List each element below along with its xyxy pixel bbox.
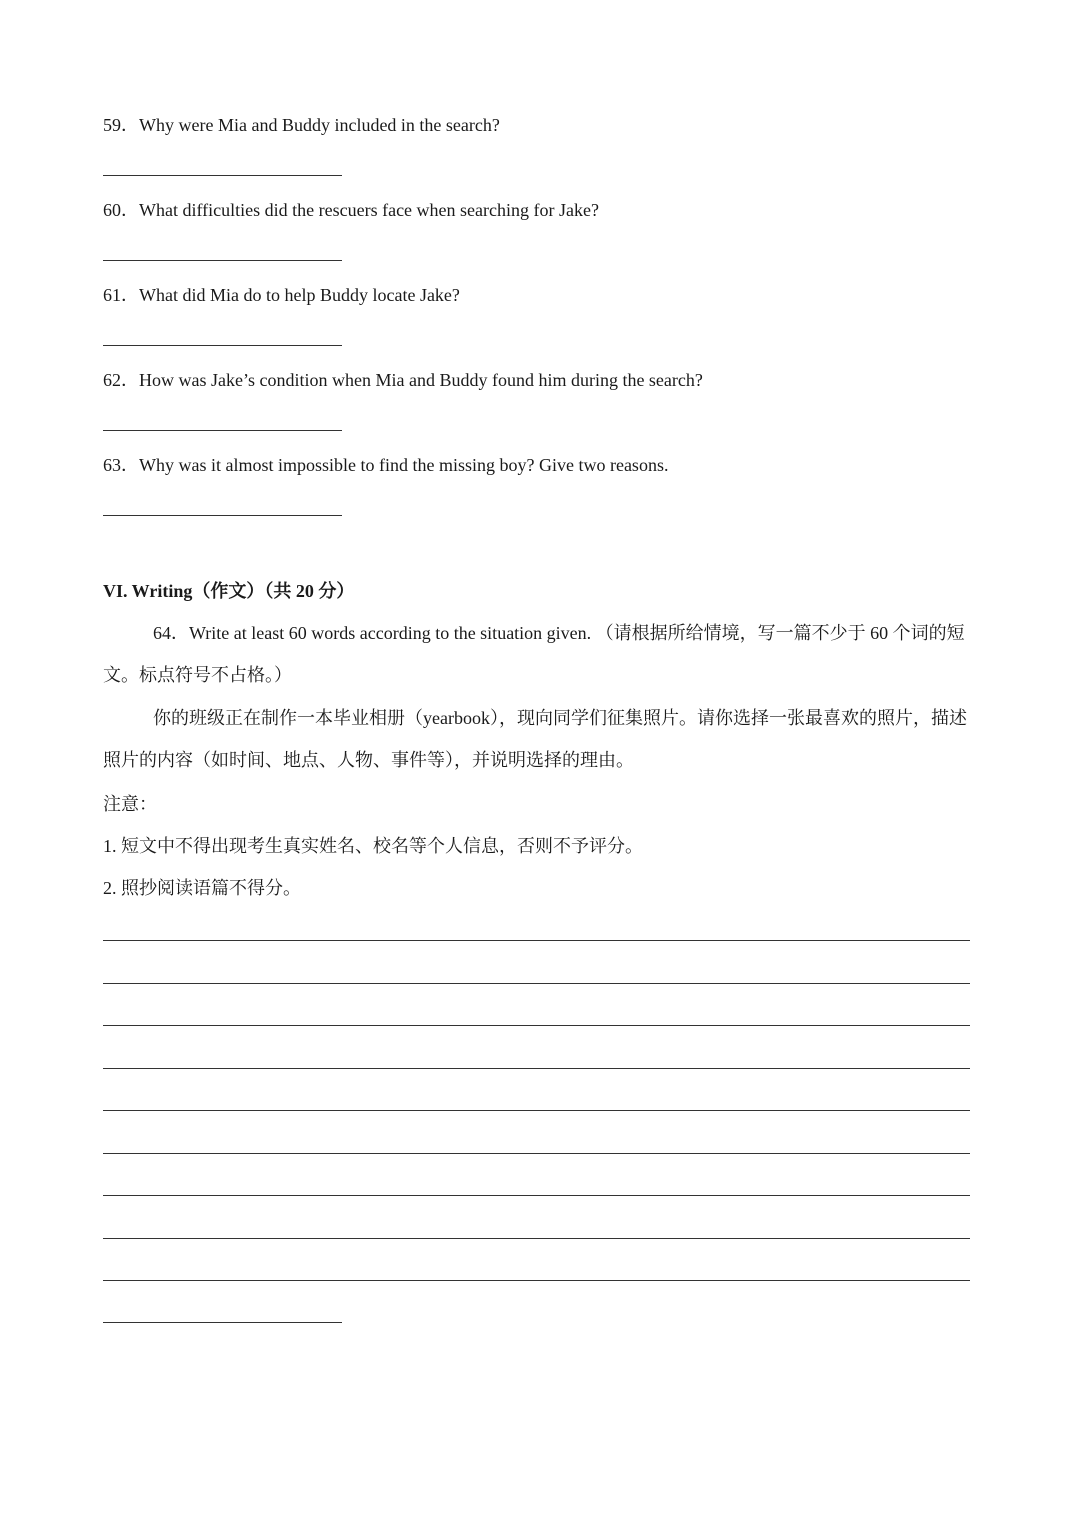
- question-59: 59．Why were Mia and Buddy included in the search?: [103, 115, 500, 135]
- composition-line[interactable]: [103, 1110, 970, 1111]
- composition-line[interactable]: [103, 983, 970, 984]
- composition-line[interactable]: [103, 1195, 970, 1196]
- notes-title: 注意：: [103, 794, 157, 814]
- writing-section-heading: VI. Writing（作文）（共 20 分）: [103, 581, 355, 601]
- note-item-2: 2. 照抄阅读语篇不得分。: [103, 878, 301, 898]
- question-60: 60．What difficulties did the rescuers face when searching for Jake?: [103, 200, 599, 220]
- answer-line-63[interactable]: [103, 515, 342, 516]
- question-61: 61．What did Mia do to help Buddy locate Jake?: [103, 285, 460, 305]
- composition-line[interactable]: [103, 1238, 970, 1239]
- writing-instruction: 64．Write at least 60 words according to the situation given. （请根据所给情境，写一篇不少于 60 个词的短文。标点符号不占格。）: [103, 623, 965, 685]
- composition-line[interactable]: [103, 1153, 970, 1154]
- answer-line-59[interactable]: [103, 175, 342, 176]
- question-62: 62．How was Jake’s condition when Mia and Buddy found him during the search?: [103, 370, 703, 390]
- composition-line-last[interactable]: [103, 1322, 342, 1323]
- note-item-1: 1. 短文中不得出现考生真实姓名、校名等个人信息，否则不予评分。: [103, 836, 643, 856]
- composition-line[interactable]: [103, 1280, 970, 1281]
- answer-line-61[interactable]: [103, 345, 342, 346]
- question-63: 63．Why was it almost impossible to find the missing boy? Give two reasons.: [103, 455, 669, 475]
- answer-line-60[interactable]: [103, 260, 342, 261]
- answer-line-62[interactable]: [103, 430, 342, 431]
- writing-situation: 你的班级正在制作一本毕业相册（yearbook），现向同学们征集照片。请你选择一张最喜欢的照片，描述照片的内容（如时间、地点、人物、事件等），并说明选择的理由。: [103, 708, 967, 770]
- composition-line[interactable]: [103, 940, 970, 941]
- composition-line[interactable]: [103, 1068, 970, 1069]
- composition-line[interactable]: [103, 1025, 970, 1026]
